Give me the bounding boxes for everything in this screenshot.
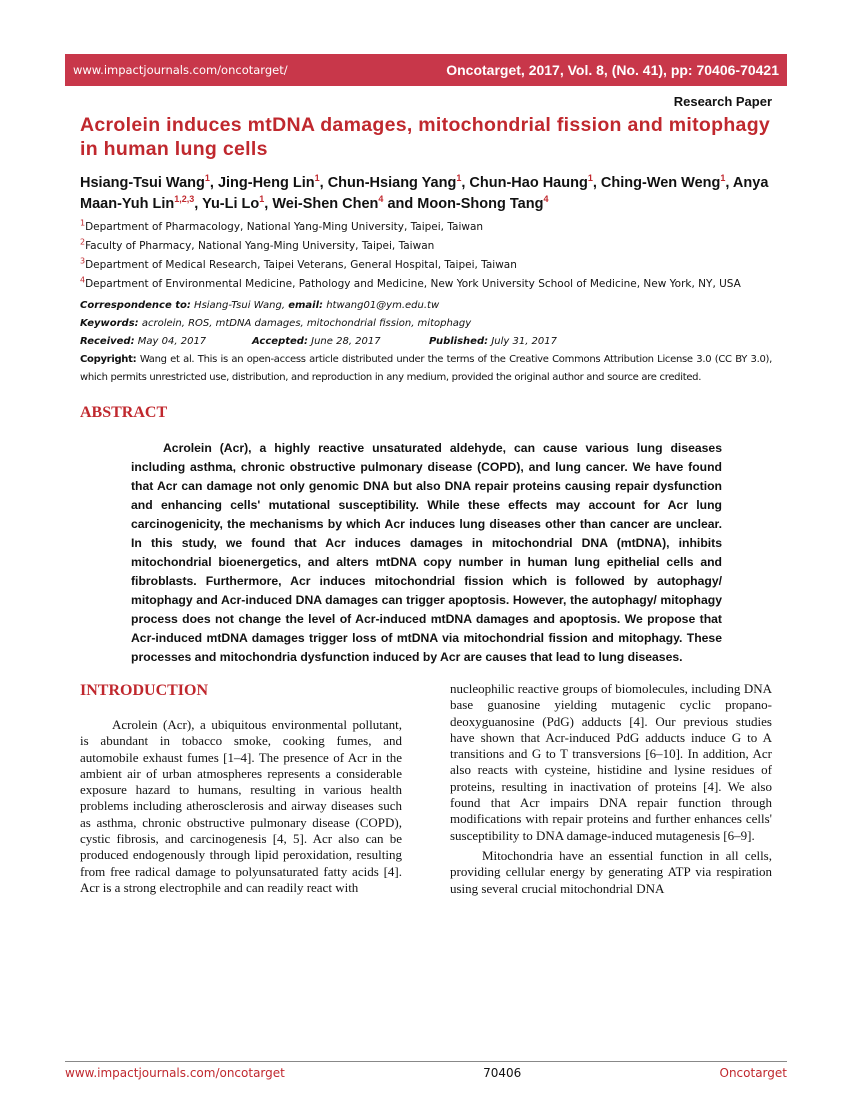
- affiliation-1: [80, 220, 772, 234]
- received-label: Received:: [80, 336, 135, 347]
- author-name: Wei-Shen Chen: [272, 196, 379, 212]
- author: [328, 175, 462, 191]
- copyright: [80, 351, 772, 387]
- paragraph: nucleophilic reactive groups of biomolecules, including DNA base guanosine yielding mutagenic cyclic propano-deoxyguanosine (PdG) adducts [4]. Our previous studies have shown that Acr-induced PdG adducts induce G to A transitions and G to T transversions [6–10]. In addition, Acr also reacts with cysteine, histidine and lysine residues of proteins, resulting in inactivation of proteins [4]. We also found that Acr impairs DNA repair function through modifications with repair proteins and further enhances cells' susceptibility to DNA damage-induced mutagenesis [6–9].: [450, 681, 772, 843]
- keywords-label: Keywords:: [80, 318, 139, 329]
- author-affiliation-mark: 1: [314, 173, 320, 184]
- author-name: Chun-Hao Haung: [469, 175, 588, 191]
- author: [218, 175, 320, 191]
- footer-journal: Oncotarget: [719, 1066, 787, 1080]
- author-affiliation-mark: 1: [456, 173, 462, 184]
- article-metadata: [80, 297, 772, 387]
- published-label: Published:: [429, 336, 489, 347]
- author-name: Yu-Li Lo: [202, 196, 260, 212]
- author-name: Ching-Wen Weng: [600, 175, 721, 191]
- author: [80, 175, 210, 191]
- intro-right-column: [450, 681, 772, 897]
- introduction-section: [80, 681, 772, 897]
- accepted-label: Accepted:: [252, 336, 308, 347]
- correspondence: [80, 297, 772, 315]
- author-affiliation-mark: 1: [259, 194, 265, 205]
- page-number: 70406: [483, 1066, 522, 1080]
- header-url-link[interactable]: www.impactjournals.com/oncotarget/: [73, 63, 288, 77]
- affiliation-number: 2: [80, 237, 86, 247]
- affiliation-text: Department of Environmental Medicine, Pathology and Medicine, New York University School of Medicine, New York, NY, USA: [85, 278, 741, 290]
- affiliation-4: [80, 277, 772, 291]
- author: [601, 175, 726, 191]
- received-date: May 04, 2017: [137, 336, 207, 347]
- author-name: Hsiang-Tsui Wang: [80, 175, 205, 191]
- author-list: Hsiang-Tsui Wang$^1$, Jing-Heng Lin$^1$, Chun-Hsiang Yang$^1$, Chun-Hao Haung$^1$, Ching-Wen Weng$^1$, Anya Maan-Yuh Lin$^{1,2,3}$, Yu-Li Lo$^1$, Wei-Shen Chen$^4$ and Moon-Shong Tang$^4$: [80, 173, 769, 212]
- affiliation-number: 3: [80, 256, 86, 266]
- author-name: Anya Maan-Yuh Lin: [80, 175, 769, 212]
- author-name: Jing-Heng Lin: [217, 175, 315, 191]
- author-affiliation-mark: 1: [720, 173, 726, 184]
- author-affiliation-mark: 1: [204, 173, 210, 184]
- header-citation: Oncotarget, 2017, Vol. 8, (No. 41), pp: 70406-70421: [446, 62, 779, 78]
- keywords: [80, 315, 772, 333]
- affiliation-text: Faculty of Pharmacy, National Yang-Ming University, Taipei, Taiwan: [85, 240, 435, 252]
- author-name: Moon-Shong Tang: [417, 196, 544, 212]
- email-link[interactable]: htwang01@ym.edu.tw: [326, 300, 440, 311]
- article-title: Acrolein induces mtDNA damages, mitochondrial fission and mitophagy in human lung cells: [80, 114, 771, 160]
- affiliation-text: Department of Medical Research, Taipei Veterans, General Hospital, Taipei, Taiwan: [85, 259, 517, 271]
- correspondence-label: Correspondence to:: [80, 300, 191, 311]
- dates: [80, 333, 772, 351]
- author-name: Chun-Hsiang Yang: [327, 175, 457, 191]
- author-affiliation-mark: 1: [587, 173, 593, 184]
- affiliation-3: [80, 258, 772, 272]
- introduction-heading: INTRODUCTION: [80, 682, 209, 699]
- article-body: [65, 86, 787, 897]
- author: [202, 196, 264, 212]
- author-affiliation-mark: 4: [378, 194, 384, 205]
- intro-left-column: [80, 681, 402, 897]
- author-affiliation-mark: 4: [543, 194, 549, 205]
- journal-header-bar: [65, 54, 787, 86]
- footer-url-link[interactable]: www.impactjournals.com/oncotarget: [65, 1066, 285, 1080]
- email-label: email:: [288, 300, 324, 311]
- affiliation-2: [80, 239, 772, 253]
- copyright-text: Wang et al. This is an open-access article distributed under the terms of the Creative Commons Attribution License 3.0 (CC BY 3.0), which permits unrestricted use, distribution, and reproduction in any medium, provided the original author and source are credited.: [80, 354, 773, 383]
- author: [272, 196, 383, 212]
- affiliation-number: 4: [80, 275, 86, 285]
- abstract-heading: ABSTRACT: [80, 404, 168, 421]
- affiliation-text: Department of Pharmacology, National Yang-Ming University, Taipei, Taiwan: [85, 221, 484, 233]
- copyright-label: Copyright:: [80, 354, 137, 365]
- author: [469, 175, 592, 191]
- paragraph: Mitochondria have an essential function in all cells, providing cellular energy by generating ATP via respiration using several crucial mitochondrial DNA: [450, 847, 772, 896]
- affiliation-number: 1: [80, 218, 86, 228]
- page-footer: [65, 1061, 787, 1080]
- affiliations: [80, 220, 772, 291]
- spacer: [65, 897, 787, 917]
- author-affiliation-mark: 1,2,3: [174, 194, 195, 205]
- author: [417, 196, 548, 212]
- article-type: Research Paper: [673, 94, 772, 109]
- paragraph: Acrolein (Acr), a ubiquitous environmental pollutant, is abundant in tobacco smoke, cooking fumes, and automobile exhaust fumes [1–4]. The presence of Acr in the ambient air of urban atmospheres represents a considerable exposure hazard to humans, resulting in various health problems including atherosclerosis and airway diseases such as asthma, chronic obstructive pulmonary disease (COPD), cystic fibrosis, and carcinogenesis [4, 5]. Acr also can be produced endogenously through lipid peroxidation, resulting from free radical damage to polyunsaturated fatty acids [4]. Acr is a strong electrophile and can readily react with: [80, 717, 402, 895]
- correspondence-name: Hsiang-Tsui Wang,: [194, 300, 286, 311]
- accepted-date: June 28, 2017: [311, 336, 381, 347]
- abstract-text: Acrolein (Acr), a highly reactive unsaturated aldehyde, can cause various lung diseases including asthma, chronic obstructive pulmonary disease (COPD), and lung cancer. We have found that Acr can damage not only genomic DNA but also DNA repair proteins causing repair dysfunction and enhancing cells' mutational susceptibility. While these effects may account for Acr lung carcinogenicity, the mechanisms by which Acr induces lung diseases other than cancer are unclear. In this study, we found that Acr induces damages in mitochondrial DNA (mtDNA), inhibits mitochondrial bioenergetics, and alters mtDNA copy number in human lung epithelial cells and fibroblasts. Furthermore, Acr induces mitochondrial fission which is followed by autophagy/ mitophagy and Acr-induced DNA damages can trigger apoptosis. However, the autophagy/ mitophagy process does not change the level of Acr-induced mtDNA damages and apoptosis. We propose that Acr-induced mtDNA damages trigger loss of mtDNA via mitochondrial fission and mitophagy. These processes and mitochondria dysfunction induced by Acr are causes that lead to lung diseases.: [131, 441, 722, 664]
- published-date: July 31, 2017: [491, 336, 558, 347]
- keywords-text: acrolein, ROS, mtDNA damages, mitochondrial fission, mitophagy: [141, 318, 472, 329]
